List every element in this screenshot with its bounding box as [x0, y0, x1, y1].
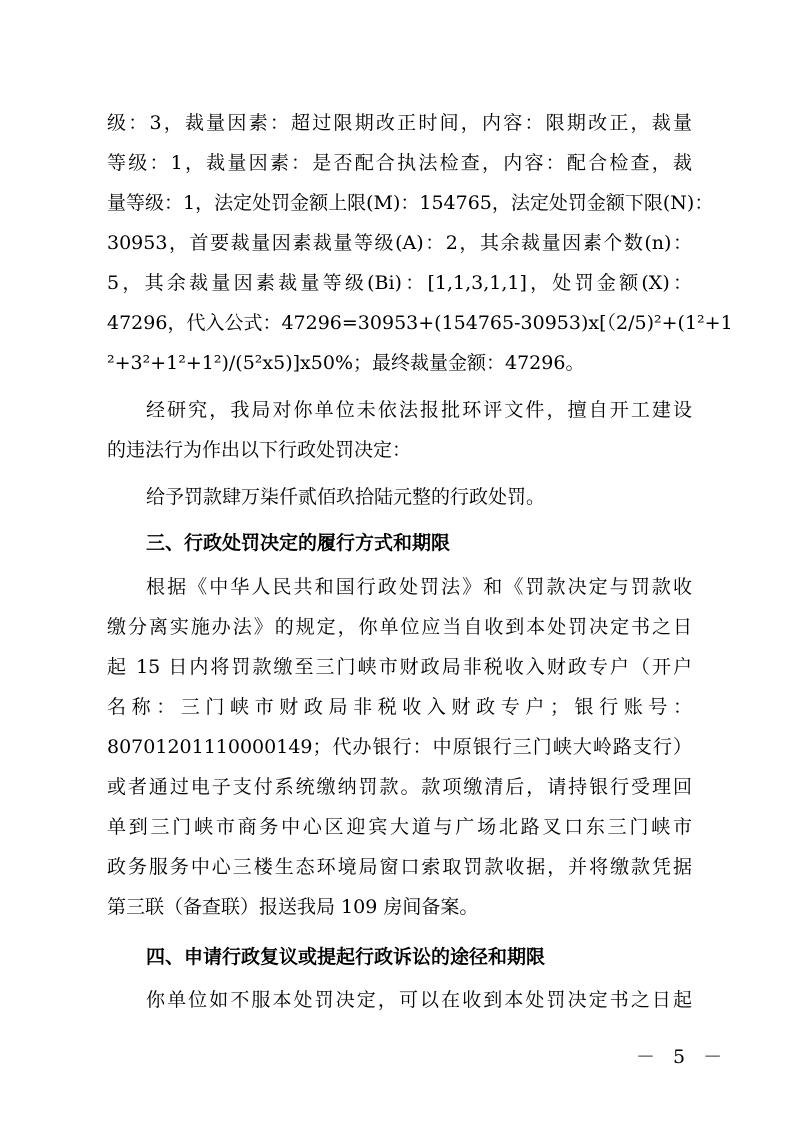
text-line: ²+3²+1²+1²)/(5²x5)]x50%；最终裁量金额：47296。: [107, 352, 585, 374]
text-line: 第三联（备查联）报送我局 109 房间备案。: [107, 896, 479, 918]
text-line: 起 15 日内将罚款缴至三门峡市财政局非税收入财政专户（开户: [107, 656, 692, 678]
penalty-decision-line: 给予罚款肆万柒仟贰佰玖拾陆元整的行政处罚。: [146, 486, 546, 508]
text-line: 级：3，裁量因素：超过限期改正时间，内容：限期改正，裁量: [107, 112, 692, 134]
text-line: 名称：三门峡市财政局非税收入财政专户；银行账号：: [107, 696, 692, 718]
text-line: 5，其余裁量因素裁量等级(Bi)：[1,1,3,1,1]，处罚金额(X)：: [107, 272, 692, 294]
text-line: 政务服务中心三楼生态环境局窗口索取罚款收据，并将缴款凭据: [107, 856, 692, 878]
text-line: 缴分离实施办法》的规定，你单位应当自收到本处罚决定书之日: [107, 616, 692, 638]
text-line: 单到三门峡市商务中心区迎宾大道与广场北路叉口东三门峡市: [107, 816, 692, 838]
text-line: 量等级：1，法定处罚金额上限(M)：154765，法定处罚金额下限(N)：: [107, 192, 714, 214]
paragraph-start-line: 你单位如不服本处罚决定，可以在收到本处罚决定书之日起: [146, 989, 692, 1011]
text-line: 等级：1，裁量因素：是否配合执法检查，内容：配合检查，裁: [107, 152, 692, 174]
section-heading-4: 四、申请行政复议或提起行政诉讼的途径和期限: [146, 946, 546, 968]
text-line: 或者通过电子支付系统缴纳罚款。款项缴清后，请持银行受理回: [107, 776, 692, 798]
text-line: 47296，代入公式：47296=30953+(154765-30953)x[（2/5)²+(1²+1: [107, 312, 733, 334]
text-line: 的违法行为作出以下行政处罚决定：: [107, 439, 412, 461]
paragraph-start-line: 根据《中华人民共和国行政处罚法》和《罚款决定与罚款收: [146, 576, 692, 598]
text-line: 30953，首要裁量因素裁量等级(A)：2，其余裁量因素个数(n)：: [107, 232, 692, 254]
paragraph-start-line: 经研究，我局对你单位未依法报批环评文件，擅自开工建设: [146, 399, 692, 421]
text-line: 80701201110000149；代办银行：中原银行三门峡大岭路支行）: [107, 736, 692, 758]
section-heading-3: 三、行政处罚决定的履行方式和期限: [146, 532, 451, 554]
page-number: － 5 －: [636, 1046, 729, 1068]
